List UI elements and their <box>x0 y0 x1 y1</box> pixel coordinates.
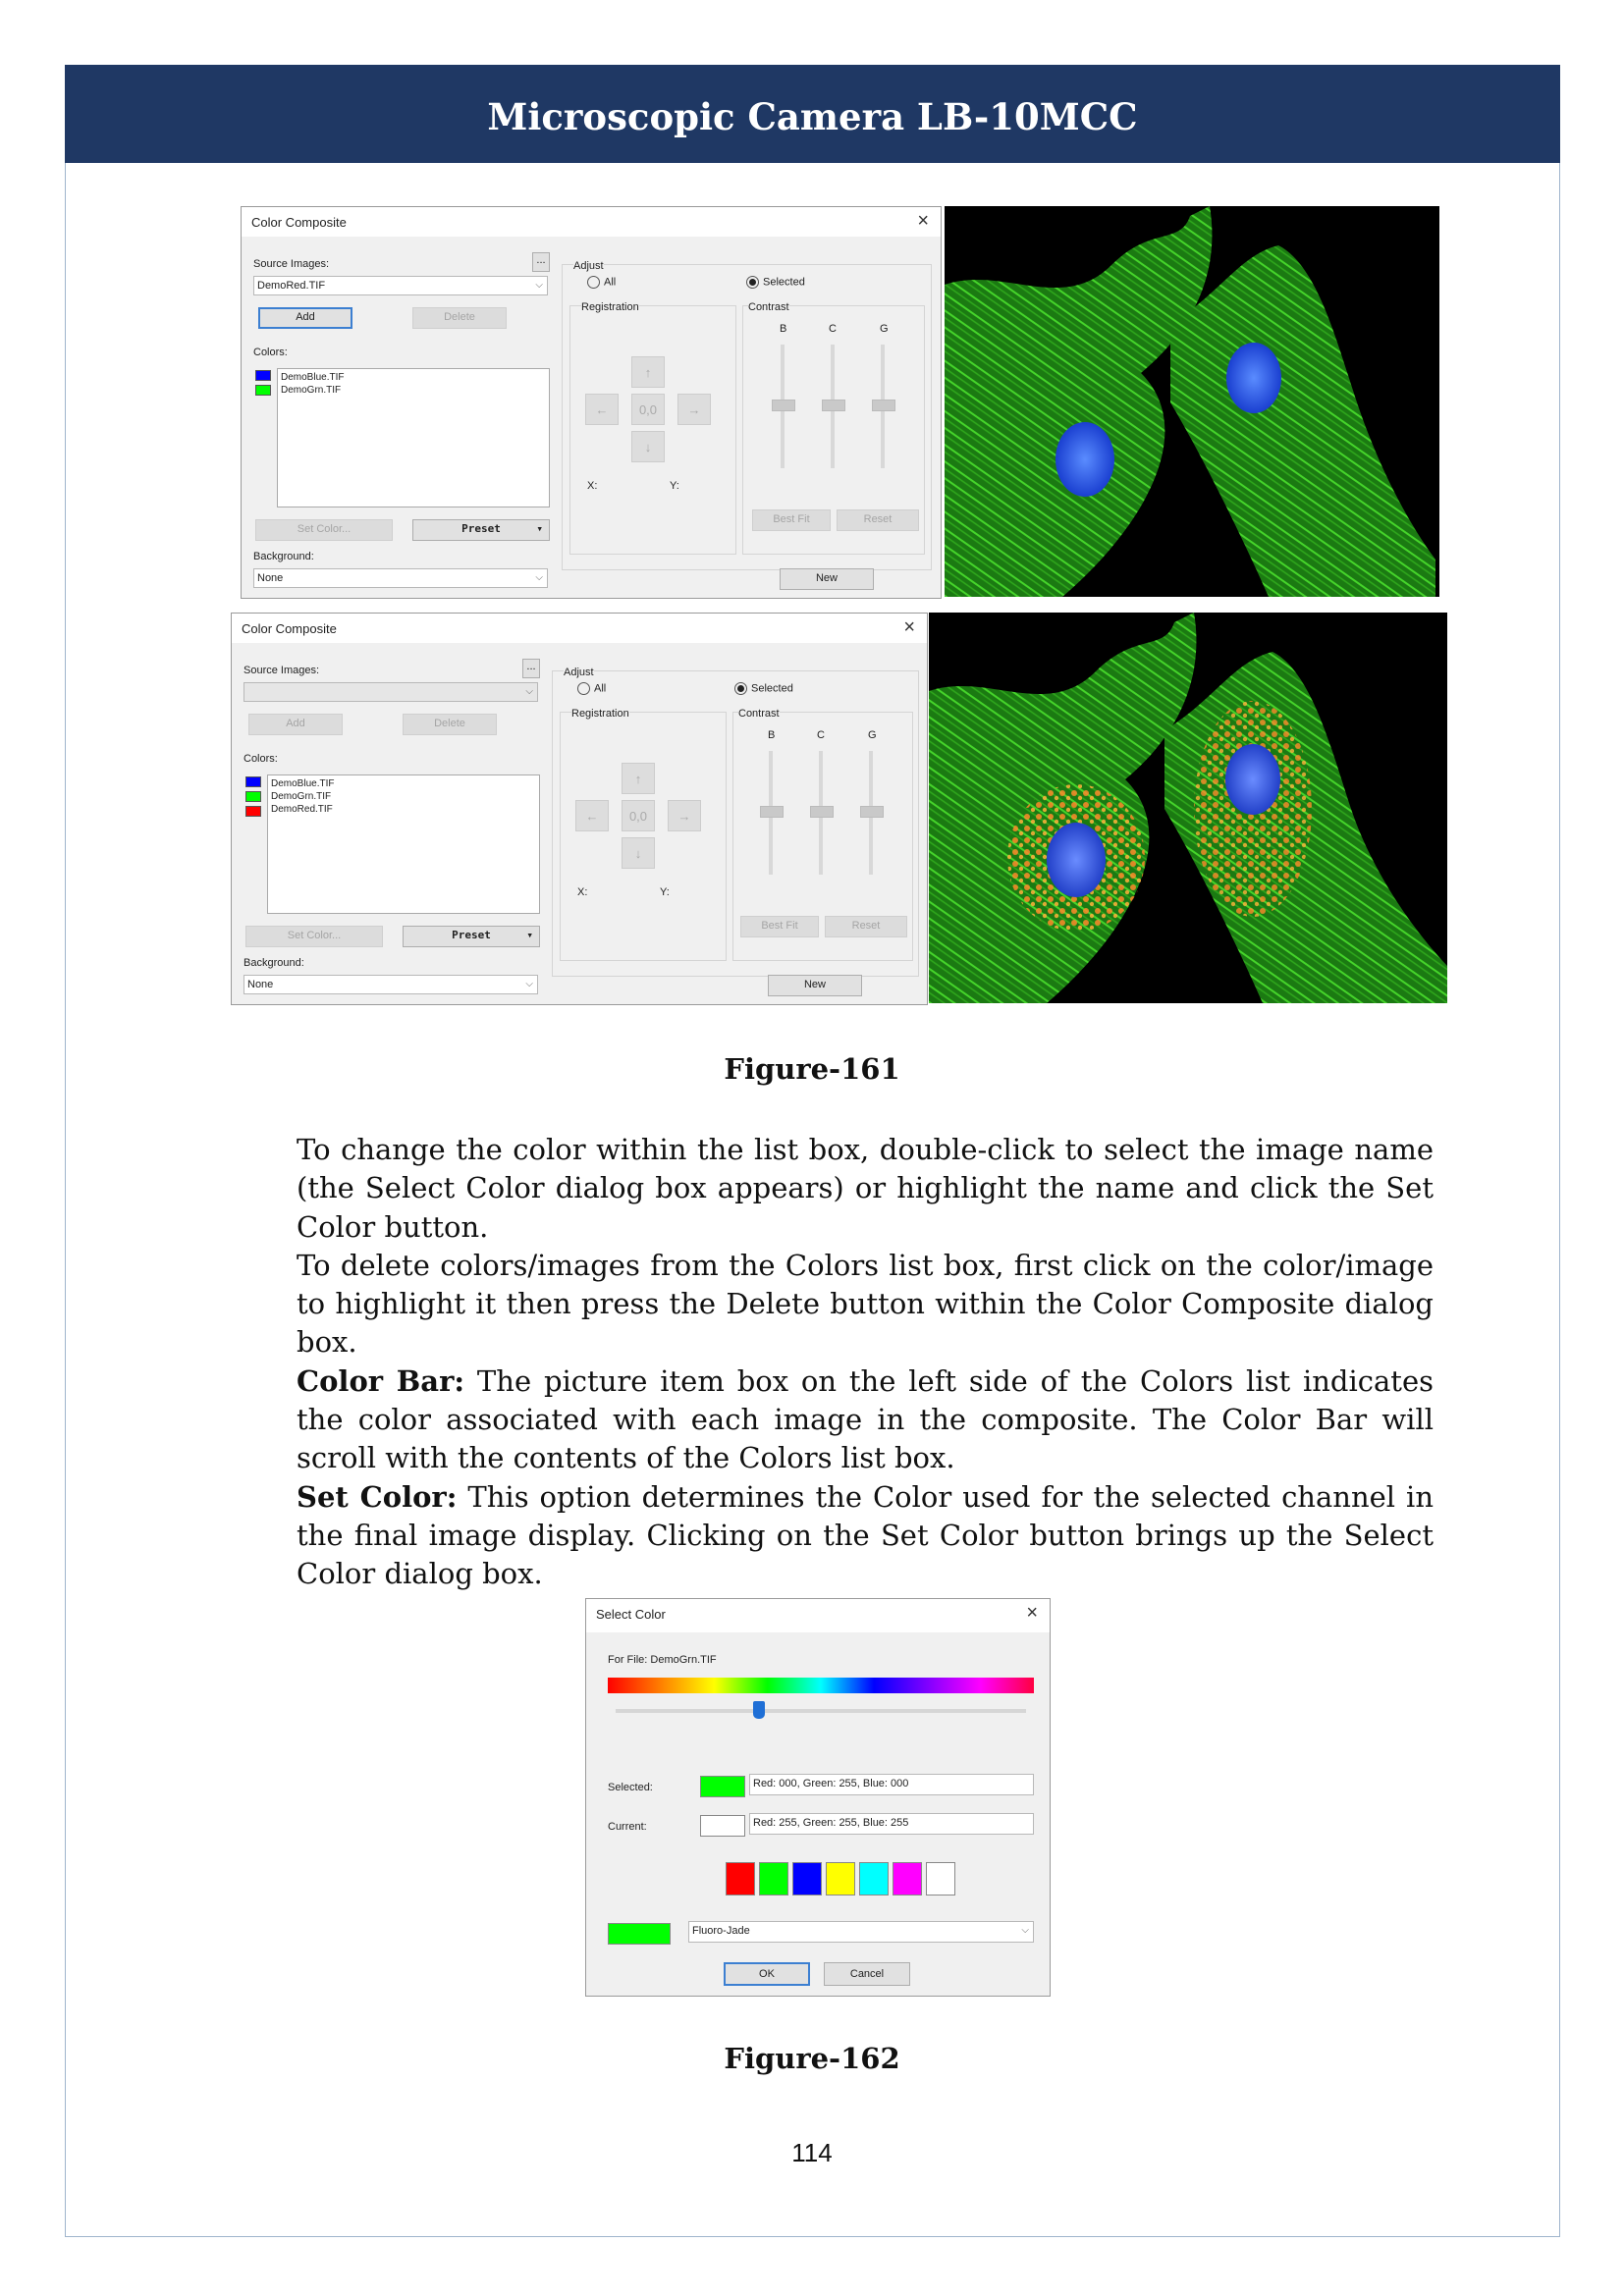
set-color-button[interactable]: Set Color... <box>245 926 383 947</box>
g-label: G <box>868 729 877 741</box>
current-color-swatch <box>700 1815 745 1837</box>
chevron-down-icon: ⌵ <box>535 572 543 583</box>
ok-button[interactable]: OK <box>724 1962 810 1986</box>
background-label: Background: <box>253 551 314 562</box>
close-icon[interactable]: × <box>917 210 929 232</box>
colors-listbox[interactable] <box>267 774 540 914</box>
y-label: Y: <box>660 886 670 898</box>
all-radio[interactable]: All <box>577 682 606 695</box>
color-bar <box>255 370 275 400</box>
colors-label: Colors: <box>253 347 288 358</box>
composite-image-after <box>929 613 1447 1003</box>
figure-161-caption: Figure-161 <box>724 1052 900 1086</box>
select-color-dialog <box>585 1598 1051 1997</box>
paragraph-set-color: Set Color: This option determines the Color used for the selected channel in the final image display. Clicking on the Set Color button brings up the Select Color dialog box. <box>297 1479 1434 1591</box>
color-bar-swatch <box>245 776 261 787</box>
adjust-label: Adjust <box>573 260 604 272</box>
chevron-down-icon: ⌵ <box>525 686 533 697</box>
b-slider-thumb[interactable] <box>772 400 795 411</box>
colors-list-item[interactable] <box>278 371 549 384</box>
palette-color-swatch[interactable] <box>726 1862 755 1896</box>
dropdown-arrow-icon: ▾ <box>536 522 543 535</box>
selected-radio[interactable]: Selected <box>746 276 805 289</box>
c-slider-thumb[interactable] <box>810 806 834 818</box>
background-select[interactable]: None ⌵ <box>244 975 538 994</box>
registration-label: Registration <box>581 301 639 313</box>
color-bar-swatch <box>255 370 271 381</box>
chevron-down-icon: ⌵ <box>1021 1925 1029 1936</box>
colors-label: Colors: <box>244 753 278 765</box>
arrow-up-button[interactable]: ↑ <box>622 763 655 794</box>
colors-list-item-label: DemoGrn.TIF <box>271 791 332 802</box>
color-composite-dialog-1 <box>241 206 942 599</box>
c-label: C <box>829 323 837 335</box>
arrow-left-button[interactable]: ← <box>585 394 619 425</box>
close-icon[interactable]: × <box>1026 1602 1038 1624</box>
arrow-right-button[interactable]: → <box>677 394 711 425</box>
palette-color-swatch[interactable] <box>859 1862 889 1896</box>
chevron-down-icon: ⌵ <box>525 979 533 989</box>
delete-button[interactable]: Delete <box>403 714 497 735</box>
arrow-left-button[interactable]: ← <box>575 800 609 831</box>
color-swatch-palette <box>726 1862 955 1896</box>
g-slider-thumb[interactable] <box>872 400 895 411</box>
palette-color-swatch[interactable] <box>826 1862 855 1896</box>
best-fit-button[interactable]: Best Fit <box>752 509 831 531</box>
g-slider-thumb[interactable] <box>860 806 884 818</box>
palette-color-swatch[interactable] <box>893 1862 922 1896</box>
figure-162-caption: Figure-162 <box>724 2042 900 2075</box>
page-header: Microscopic Camera LB-10MCC <box>65 65 1560 163</box>
preset-color-swatch <box>608 1923 671 1945</box>
preset-color-select[interactable]: Fluoro-Jade ⌵ <box>688 1921 1034 1943</box>
current-rgb-field: Red: 255, Green: 255, Blue: 255 <box>749 1813 1034 1835</box>
palette-color-swatch[interactable] <box>759 1862 788 1896</box>
dropdown-arrow-icon: ▾ <box>526 929 533 941</box>
selected-color-swatch <box>700 1776 745 1797</box>
c-label: C <box>817 729 825 741</box>
reset-button[interactable]: Reset <box>837 509 919 531</box>
color-bar <box>245 776 265 821</box>
dialog-title: Color Composite <box>242 621 337 636</box>
new-button[interactable]: New <box>768 975 862 996</box>
composite-image-before <box>945 206 1439 597</box>
source-images-label: Source Images: <box>253 258 330 270</box>
contrast-label: Contrast <box>748 301 789 313</box>
source-images-select[interactable] <box>244 682 538 702</box>
color-slider-thumb[interactable] <box>753 1701 765 1719</box>
background-label: Background: <box>244 957 304 969</box>
registration-group <box>560 712 727 961</box>
source-images-label: Source Images: <box>244 665 320 676</box>
color-slider-track[interactable] <box>616 1709 1026 1713</box>
selected-rgb-field: Red: 000, Green: 255, Blue: 000 <box>749 1774 1034 1795</box>
background-select[interactable]: None ⌵ <box>253 568 548 588</box>
body-text <box>297 1131 1434 1594</box>
color-composite-dialog-2 <box>231 613 928 1005</box>
paragraph-color-bar: Color Bar: The picture item box on the left side of the Colors list indicates the color associated with each image in the composite. The Color Bar will scroll with the contents of the Colors list box. <box>297 1363 1434 1475</box>
set-color-button[interactable]: Set Color... <box>255 519 393 541</box>
new-button[interactable]: New <box>780 568 874 590</box>
close-icon[interactable]: × <box>903 616 915 638</box>
delete-button[interactable]: Delete <box>412 307 507 329</box>
preset-button[interactable]: Preset ▾ <box>412 519 550 541</box>
b-label: B <box>768 729 776 741</box>
b-label: B <box>780 323 787 335</box>
color-bar-swatch <box>245 791 261 802</box>
reset-button[interactable]: Reset <box>825 916 907 937</box>
colors-list-item[interactable] <box>268 790 539 803</box>
x-label: X: <box>587 480 598 492</box>
colors-list-item[interactable] <box>268 777 539 790</box>
dialog-title: Select Color <box>596 1607 666 1622</box>
cancel-button[interactable]: Cancel <box>824 1962 910 1986</box>
registration-center: 0,0 <box>622 800 655 831</box>
best-fit-button[interactable]: Best Fit <box>740 916 819 937</box>
paragraph-delete-instructions: To delete colors/images from the Colors list box, first click on the color/image to highlight it then press the Delete button within the Color Composite dialog box. <box>297 1248 1434 1360</box>
palette-color-swatch[interactable] <box>926 1862 955 1896</box>
colors-list-item-label: DemoRed.TIF <box>271 804 333 815</box>
c-slider-thumb[interactable] <box>822 400 845 411</box>
dialog-title: Color Composite <box>251 215 347 230</box>
palette-color-swatch[interactable] <box>792 1862 822 1896</box>
selected-radio[interactable]: Selected <box>734 682 793 695</box>
color-bar-swatch <box>255 385 271 396</box>
page-number: 114 <box>791 2138 833 2167</box>
all-radio[interactable]: All <box>587 276 616 289</box>
colors-list-item-label: DemoBlue.TIF <box>271 778 335 789</box>
selected-label: Selected: <box>608 1782 653 1793</box>
g-label: G <box>880 323 889 335</box>
source-images-select[interactable]: DemoRed.TIF ⌵ <box>253 276 548 295</box>
preset-button[interactable]: Preset ▾ <box>403 926 540 947</box>
browse-button[interactable]: ... <box>532 252 550 272</box>
y-label: Y: <box>670 480 679 492</box>
x-label: X: <box>577 886 588 898</box>
adjust-label: Adjust <box>564 667 594 678</box>
colors-list-item-label: DemoBlue.TIF <box>281 372 345 383</box>
colors-list-item-label: DemoGrn.TIF <box>281 385 342 396</box>
arrow-right-button[interactable]: → <box>668 800 701 831</box>
paragraph-set-color-instructions: To change the color within the list box, double-click to select the image name (the Select Color dialog box appears) or highlight the name and click the Set Color button. <box>297 1133 1434 1244</box>
color-spectrum-bar[interactable] <box>608 1678 1034 1693</box>
b-slider-thumb[interactable] <box>760 806 784 818</box>
registration-label: Registration <box>571 708 629 720</box>
colors-listbox[interactable] <box>277 368 550 507</box>
contrast-label: Contrast <box>738 708 780 720</box>
registration-center: 0,0 <box>631 394 665 425</box>
arrow-down-button[interactable]: ↓ <box>631 431 665 462</box>
for-file-label: For File: DemoGrn.TIF <box>608 1654 717 1666</box>
add-button[interactable]: Add <box>258 307 352 329</box>
browse-button[interactable]: ... <box>522 659 540 678</box>
arrow-up-button[interactable]: ↑ <box>631 356 665 388</box>
registration-group <box>569 305 736 555</box>
colors-list-item[interactable] <box>268 803 539 816</box>
chevron-down-icon: ⌵ <box>535 280 543 291</box>
arrow-down-button[interactable]: ↓ <box>622 837 655 869</box>
current-label: Current: <box>608 1821 647 1833</box>
add-button[interactable]: Add <box>248 714 343 735</box>
colors-list-item[interactable] <box>278 384 549 397</box>
color-bar-swatch <box>245 806 261 817</box>
